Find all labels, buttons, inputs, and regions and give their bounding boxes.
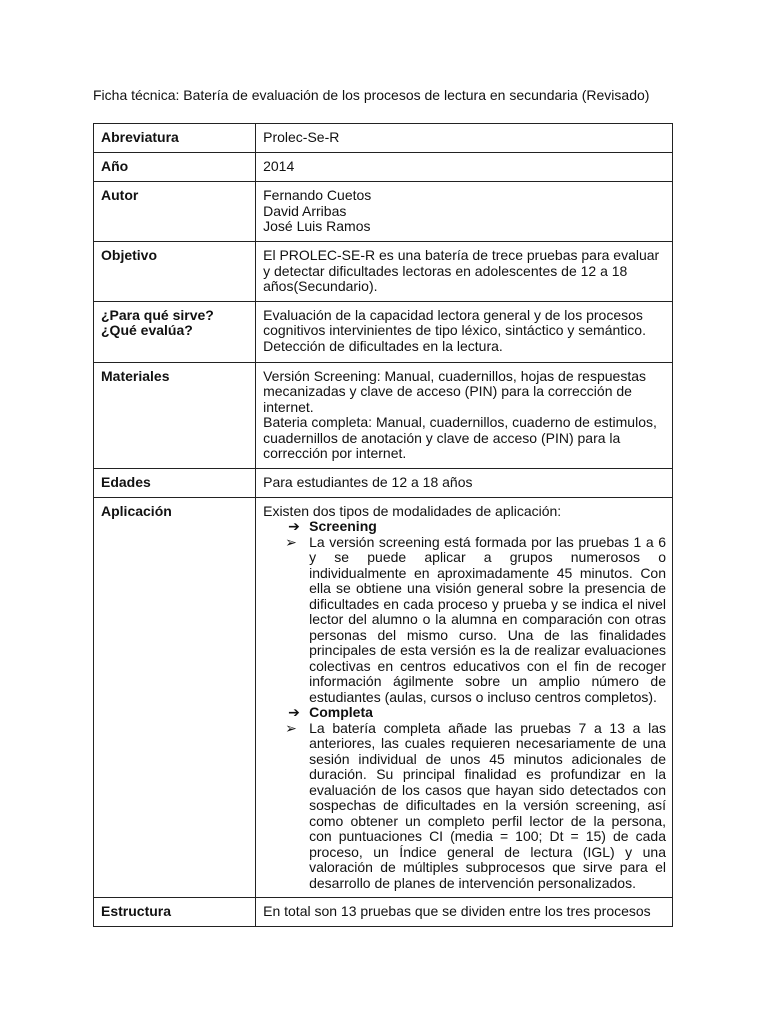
row-aplicacion (94, 497, 673, 898)
row-para-que-sirve (94, 301, 673, 362)
label-line: ¿Qué evalúa? (101, 322, 193, 338)
label-line: ¿Para qué sirve? (101, 306, 214, 323)
materiales-screening: Versión Screening: Manual, cuadernillos, hojas de respuestas mecanizadas y clave de acceso (PIN) para la corrección de internet. (263, 367, 647, 415)
label-estructura: Estructura (94, 898, 256, 927)
completa-description-text: La batería completa añade las pruebas 7 a 13 a las anteriores, las cuales requieren necesariamente de una sesión individual de unos 45 minutos adicionales de duración. Su principal finalidad es profundizar en la evaluación de los casos que hayan sido detectados con sospechas de dificultades en la versión screening, así como obtener un completo perfil lector de la persona, con puntuaciones CI (media = 100; Dt = 15) de cada proceso, un Índice general de lectura (IGL) y una valoración de múltiples subprocesos que sirve para el desarrollo de planes de intervención personalizados. (309, 719, 666, 891)
author-name: Fernando Cuetos (263, 187, 372, 203)
arrow-icon: ➔ (288, 518, 300, 534)
completa-heading-text: Completa (309, 704, 373, 720)
screening-description (263, 535, 666, 706)
label-objetivo: Objetivo (94, 242, 256, 302)
label-abreviatura: Abreviatura (94, 124, 256, 153)
completa-description (263, 721, 666, 892)
label-para-que-sirve (94, 301, 256, 362)
screening-description-text: La versión screening está formada por las pruebas 1 a 6 y se puede aplicar a grupos numerosos o individualmente en aproximadamente 45 minutos. Con ella se obtiene una visión general sobre la presencia de dificultades en cada proceso y prueba y se indica el nivel lector del alumno o la alumna en comparación con otras personas del mismo curso. Una de las finalidades principales de esta versión es la de realizar evaluaciones colectivas en centros educativos con el fin de recoger información ágilmente sobre un amplio número de estudiantes (aulas, cursos o incluso centros completos). (309, 533, 666, 705)
row-autor (94, 182, 673, 242)
value-abreviatura: Prolec-Se-R (256, 124, 673, 153)
label-materiales: Materiales (94, 362, 256, 468)
row-abreviatura (94, 124, 673, 153)
value-edades: Para estudiantes de 12 a 18 años (256, 468, 673, 497)
label-edades: Edades (94, 468, 256, 497)
value-objetivo: El PROLEC-SE-R es una batería de trece pruebas para evaluar y detectar dificultades lectoras en adolescentes de 12 a 18 años(Secundario). (256, 242, 673, 302)
screening-heading (263, 519, 666, 535)
row-objetivo (94, 242, 673, 302)
row-estructura (94, 898, 673, 927)
completa-heading (263, 705, 666, 721)
row-edades (94, 468, 673, 497)
value-autor (256, 182, 673, 242)
bullet-arrowhead-icon: ➢ (285, 533, 297, 550)
aplicacion-intro: Existen dos tipos de modalidades de aplicación: (263, 502, 562, 519)
bullet-arrowhead-icon: ➢ (285, 719, 297, 736)
author-name: David Arribas (263, 202, 347, 219)
arrow-icon: ➔ (288, 704, 300, 720)
value-anio: 2014 (256, 153, 673, 182)
document-title: Ficha técnica: Batería de evaluación de los procesos de lectura en secundaria (Revisado) (93, 87, 650, 103)
label-autor: Autor (94, 182, 256, 242)
value-estructura: En total son 13 pruebas que se dividen entre los tres procesos (256, 898, 673, 927)
label-anio: Año (94, 153, 256, 182)
value-materiales (256, 362, 673, 468)
screening-heading-text: Screening (309, 518, 377, 534)
value-para-que-sirve: Evaluación de la capacidad lectora general y de los procesos cognitivos intervinientes de tipo léxico, sintáctico y semántico. Detección de dificultades en la lectura. (256, 301, 673, 362)
author-name: José Luis Ramos (263, 218, 371, 234)
row-materiales (94, 362, 673, 468)
value-aplicacion (256, 497, 673, 898)
label-aplicacion: Aplicación (94, 497, 256, 898)
materiales-completa: Bateria completa: Manual, cuadernillos, cuaderno de estimulos, cuadernillos de anotación y clave de acceso (PIN) para la corrección por internet. (263, 414, 657, 461)
row-anio (94, 153, 673, 182)
technical-sheet-table (93, 123, 673, 927)
